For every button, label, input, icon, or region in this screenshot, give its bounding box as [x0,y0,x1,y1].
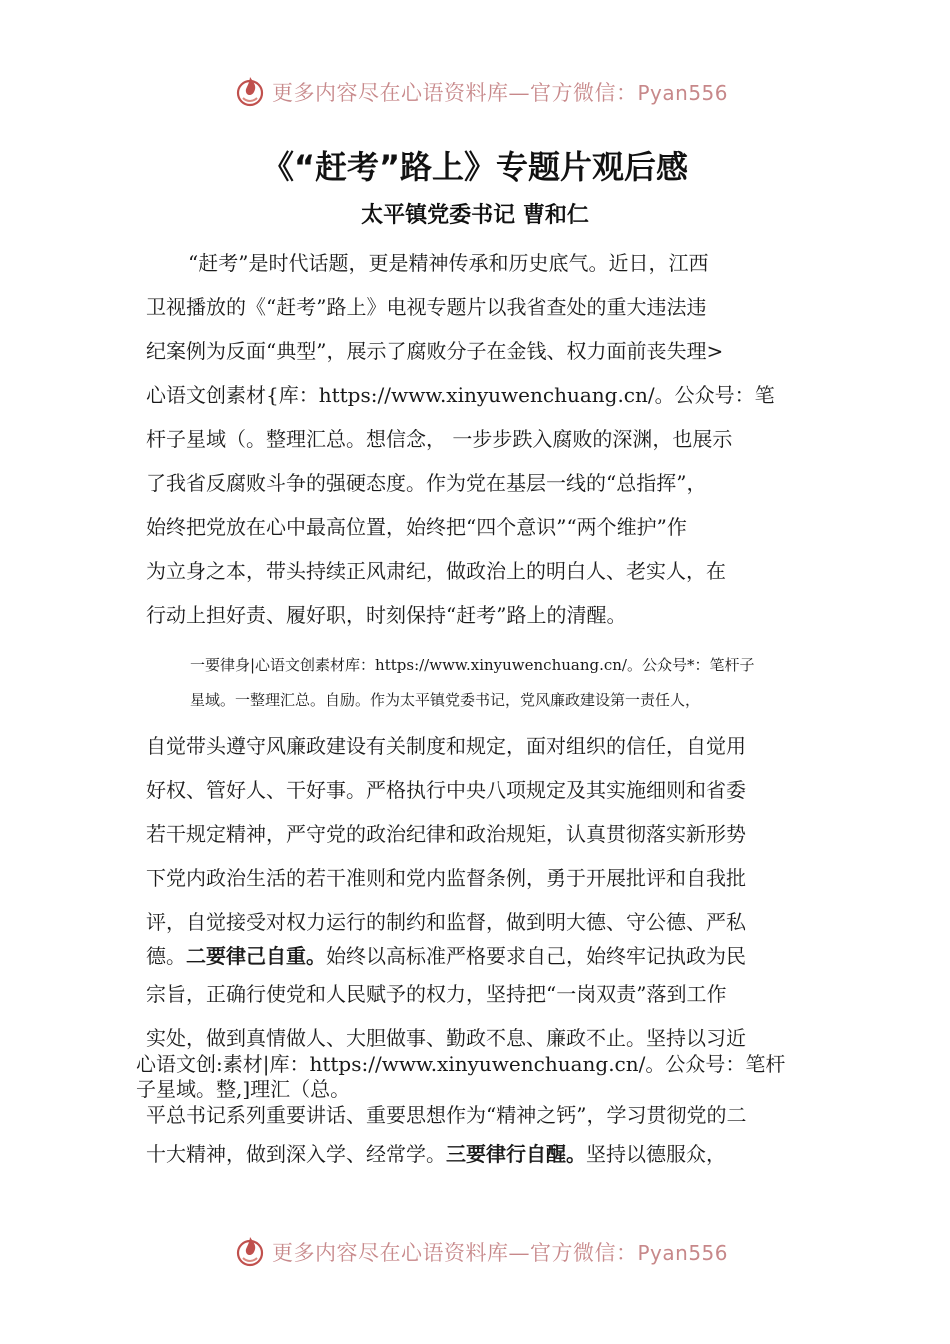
page-title: 《“赶考”路上》专题片观后感 [261,148,689,186]
body-line: 自觉带头遵守风廉政建设有关制度和规定，面对组织的信任，自觉用 [146,734,746,758]
body-line: 评，自觉接受对权力运行的制约和监督，做到明大德、守公德、严私 [146,910,746,934]
banner-text: 更多内容尽在心语资料库—官方微信：Pyan556 [272,81,729,105]
small-line: 星域。一整理汇总。自励。作为太平镇党委书记，党风廉政建设第一责任人， [190,691,701,709]
body-line: “赶考”是时代话题，更是精神传承和历史底气。近日，江西 [188,251,709,275]
body-line: 好权、管好人、干好事。严格执行中央八项规定及其实施细则和省委 [146,778,746,802]
body-line: 始终把党放在心中最高位置，始终把“四个意识”“两个维护”作 [146,515,687,539]
section-heading: 三要律行自醒。 [446,1142,586,1166]
banner-text: 更多内容尽在心语资料库—官方微信：Pyan556 [272,1241,729,1265]
body-line: 若干规定精神，严守党的政治纪律和政治规矩，认真贯彻落实新形势 [146,822,746,846]
body-line: 卫视播放的《“赶考”路上》电视专题片以我省查处的重大违法违 [146,295,707,319]
body-line: 心语文创素材{库：https://www.xinyuwenchuang.cn/。公众号：笔 [146,383,775,407]
body-line: 宗旨，正确行使党和人民赋予的权力，坚持把“一岗双责”落到工作 [146,982,727,1006]
inserted-line: 心语文创:素材|库：https://www.xinyuwenchuang.cn/。公众号：笔杆 [136,1052,786,1076]
body-line: 平总书记系列重要讲话、重要思想作为“精神之钙”，学习贯彻党的二 [146,1103,747,1127]
body-line: 实处，做到真情做人、大胆做事、勤政不息、廉政不止。坚持以习近 [146,1026,746,1050]
body-text: 始终以高标准严格要求自己，始终牢记执政为民 [326,944,746,968]
body-line: 杆子星域（。整理汇总。想信念， 一步步跌入腐败的深渊，也展示 [146,427,733,451]
small-line: 一要律身|心语文创素材库：https://www.xinyuwenchuang.cn/。公众号*：笔杆子 [190,656,755,674]
body-line: 下党内政治生活的若干准则和党内监督条例，勇于开展批评和自我批 [146,866,746,890]
body-line: 了我省反腐败斗争的强硬态度。作为党在基层一线的“总指挥”， [146,471,707,495]
body-text: 坚持以德服众， [586,1142,726,1166]
footer-banner [0,1230,950,1274]
inserted-line: 子星域。整,]理汇（总。 [136,1077,351,1101]
body-text: 十大精神，做到深入学、经常学。 [146,1142,446,1166]
header-banner [0,70,950,114]
section-heading: 二要律己自重。 [186,944,326,968]
body-line: 行动上担好责、履好职，时刻保持“赶考”路上的清醒。 [146,603,627,627]
body-text: 德。 [146,944,186,968]
body-line [146,940,746,969]
flame-logo-icon [233,74,267,108]
flame-logo-icon [233,1234,267,1268]
author-line: 太平镇党委书记 曹和仁 [361,203,589,228]
body-line: 纪案例为反面“典型”，展示了腐败分子在金钱、权力面前丧失理> [146,339,724,363]
body-line [146,1138,726,1167]
body-line: 为立身之本，带头持续正风肃纪，做政治上的明白人、老实人，在 [146,559,726,583]
